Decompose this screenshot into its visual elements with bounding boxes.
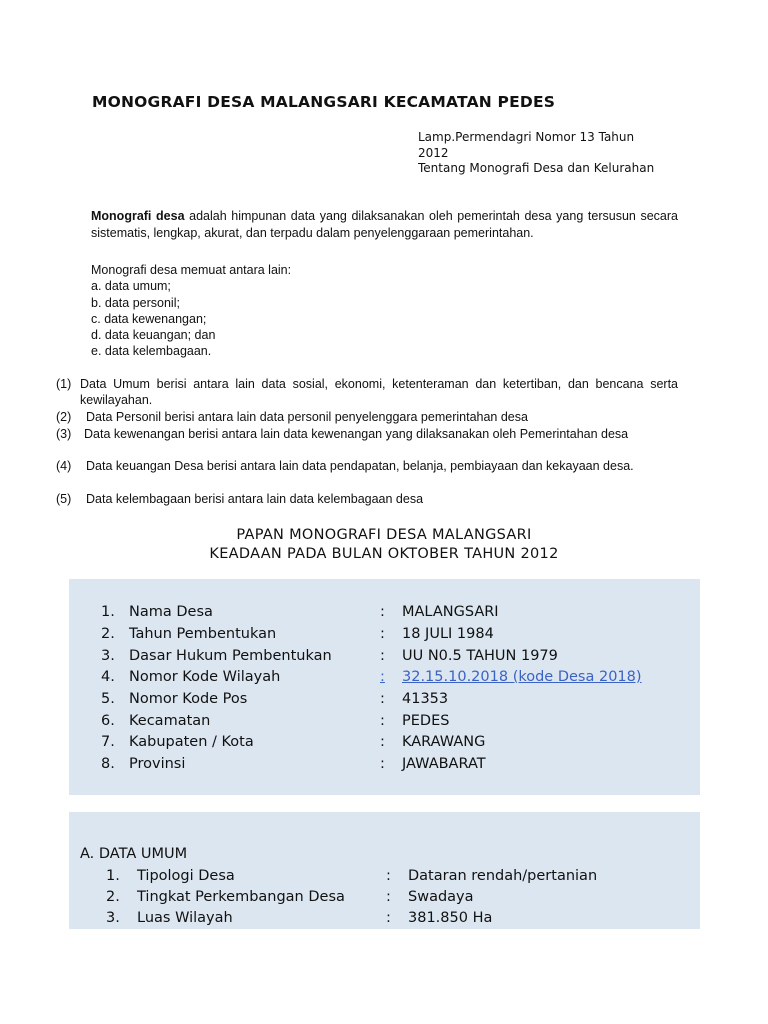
row-label: Dasar Hukum Pembentukan [129,648,332,664]
item-number: (5) [56,492,72,506]
row-separator: : [380,713,385,729]
numbered-item [56,426,678,442]
row-label: Nama Desa [129,604,213,620]
row-value: UU N0.5 TAHUN 1979 [402,648,558,664]
row-separator: : [380,669,385,685]
list-item: c. data kewenangan; [91,311,207,326]
row-number: 1. [101,604,115,620]
row-separator: : [386,868,391,884]
row-label: Luas Wilayah [137,910,233,926]
reference-line: 2012 [418,145,449,160]
row-number: 3. [106,910,120,926]
row-value: KARAWANG [402,734,486,750]
row-label: Tipologi Desa [137,868,235,884]
item-number: (2) [56,410,72,424]
numbered-item [56,376,678,409]
definition-term: Monografi desa [91,209,185,223]
document-title: MONOGRAFI DESA MALANGSARI KECAMATAN PEDES [92,93,556,111]
row-label: Kabupaten / Kota [129,734,254,750]
row-label: Kecamatan [129,713,211,729]
row-value: JAWABARAT [402,756,486,772]
row-separator: : [380,691,385,707]
row-separator: : [380,604,385,620]
item-text: Data kewenangan berisi antara lain data kewenangan yang dilaksanakan oleh Pemerintahan desa [84,427,629,441]
board-subtitle: KEADAAN PADA BULAN OKTOBER TAHUN 2012 [209,546,559,562]
data-umum-panel [69,812,700,929]
row-value: Swadaya [408,889,474,905]
row-label: Tingkat Perkembangan Desa [137,889,345,905]
item-number: (1) [56,377,72,391]
numbered-item [56,458,678,474]
row-number: 5. [101,691,115,707]
row-number: 7. [101,734,115,750]
row-separator: : [380,756,385,772]
item-number: (3) [56,427,72,441]
row-value: 18 JULI 1984 [402,626,494,642]
region-code-link[interactable]: 32.15.10.2018 (kode Desa 2018) [402,669,642,685]
row-number: 6. [101,713,115,729]
row-value: Dataran rendah/pertanian [408,868,598,884]
list-item: d. data keuangan; dan [91,328,216,343]
row-number: 1. [106,868,120,884]
row-label: Tahun Pembentukan [129,626,277,642]
item-text: Data Personil berisi antara lain data personil penyelenggara pemerintahan desa [86,410,528,424]
row-value: MALANGSARI [402,604,499,620]
row-separator: : [380,648,385,664]
item-text: Data keuangan Desa berisi antara lain data pendapatan, belanja, pembiayaan dan kekayaan desa. [86,459,634,473]
reference-line: Lamp.Permendagri Nomor 13 Tahun [418,130,635,144]
row-separator: : [380,626,385,642]
reference-line: Tentang Monografi Desa dan Kelurahan [418,161,655,175]
item-number: (4) [56,459,72,473]
regulation-reference [418,130,678,177]
item-text: Data kelembagaan berisi antara lain data kelembagaan desa [86,492,424,506]
row-separator: : [386,889,391,905]
row-value: 381.850 Ha [408,910,493,926]
row-number: 8. [101,756,115,772]
numbered-item [56,409,678,425]
village-identity-panel [69,579,700,795]
row-number: 3. [101,648,115,664]
row-label: Nomor Kode Pos [129,691,248,707]
contents-intro: Monografi desa memuat antara lain: [91,263,292,277]
row-label: Provinsi [129,756,186,772]
contents-list [91,262,291,360]
definition-paragraph [91,208,678,241]
section-heading: A. DATA UMUM [80,846,188,862]
item-text: Data Umum berisi antara lain data sosial, ekonomi, ketenteraman dan ketertiban, dan bencana serta kewilayahan. [80,377,678,408]
row-value: PEDES [402,713,450,729]
board-title: PAPAN MONOGRAFI DESA MALANGSARI [236,527,532,543]
list-item: b. data personil; [91,295,180,310]
numbered-item [56,491,678,507]
row-separator: : [380,734,385,750]
row-separator: : [386,910,391,926]
row-number: 4. [101,669,115,685]
row-number: 2. [101,626,115,642]
list-item: e. data kelembagaan. [91,344,212,359]
definition-text: adalah himpunan data yang dilaksanakan oleh pemerintah desa yang tersusun secara sistematis, lengkap, akurat, dan terpadu dalam penyelenggaraan pemerintahan. [91,209,678,240]
row-value: 41353 [402,691,449,707]
row-label: Nomor Kode Wilayah [129,669,281,685]
row-number: 2. [106,889,120,905]
list-item: a. data umum; [91,279,171,294]
